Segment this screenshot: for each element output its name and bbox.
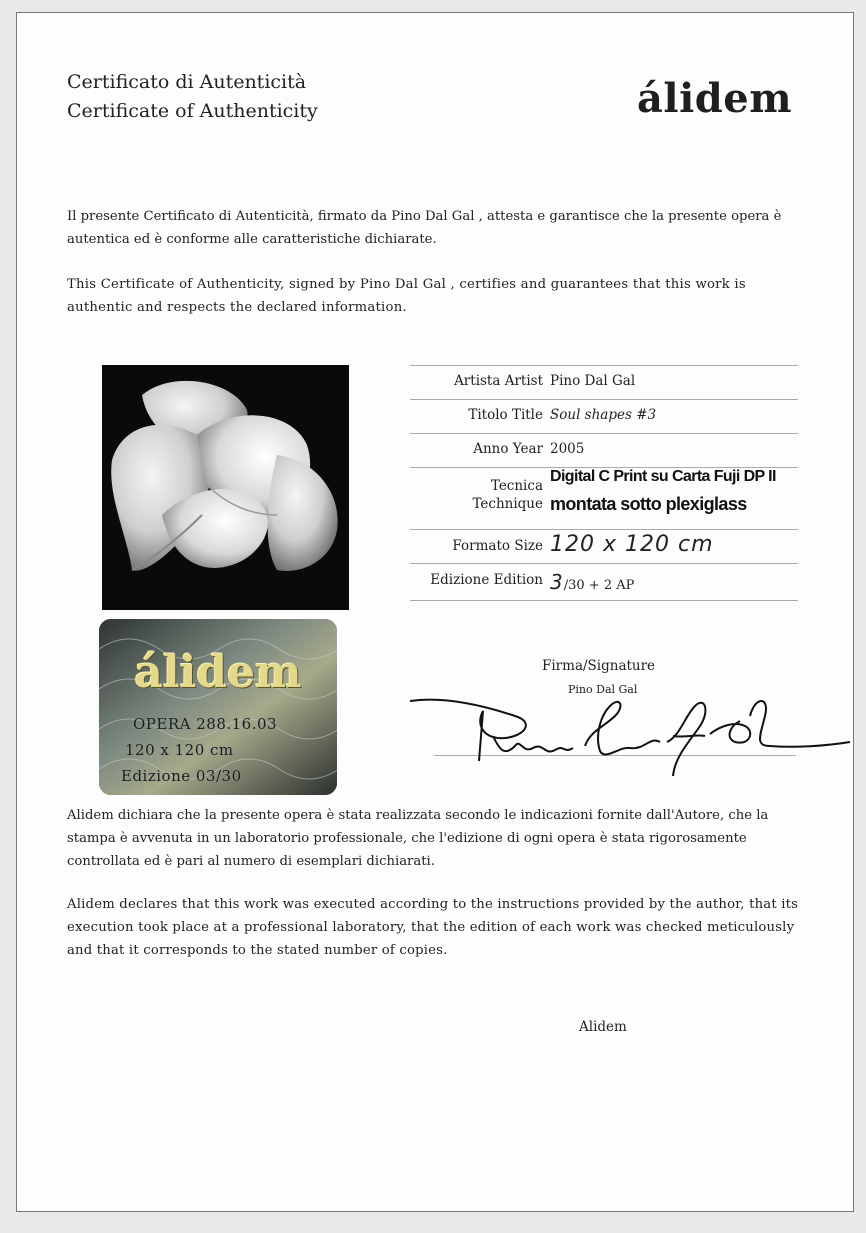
declaration-english: Alidem declares that this work was executed according to the instructions provided by the author, that its execution took place at a professional laboratory, that the edition of each work was checked meticulously and that it corresponds to the stated number of copies.	[67, 897, 799, 958]
size-value: 120 x 120 cm	[550, 532, 714, 557]
year-value: 2005	[550, 441, 585, 457]
artwork-photo	[102, 365, 349, 610]
handwritten-signature	[405, 676, 853, 784]
edition-rest: /30 + 2 AP	[563, 578, 635, 593]
year-label: Anno Year	[473, 441, 543, 457]
row-year	[410, 433, 798, 468]
intro-italian: Il presente Certificato di Autenticità, firmato da Pino Dal Gal , attesta e garantisce che la presente opera è autentica ed è conforme alle caratteristiche dichiarate.	[67, 209, 782, 247]
technique-line1: Digital C Print su Carta Fuji DP II	[550, 468, 776, 485]
intro-english: This Certificate of Authenticity, signed by Pino Dal Gal , certifies and guarantees that this work is authentic and respects the declared information.	[67, 277, 746, 315]
edition-label: Edizione Edition	[430, 572, 543, 588]
size-label: Formato Size	[452, 538, 543, 554]
hologram-opera: OPERA 288.16.03	[133, 715, 278, 733]
closing-signature-alidem: Alidem	[579, 1019, 627, 1035]
hologram-size: 120 x 120 cm	[125, 741, 234, 759]
hologram-logo: álidem	[134, 647, 302, 698]
hologram-seal	[99, 619, 337, 795]
row-artist	[410, 365, 798, 400]
title-value: Soul shapes #3	[550, 407, 657, 423]
row-edition	[410, 563, 798, 601]
edition-value	[550, 570, 634, 594]
calla-flower-image	[102, 365, 349, 610]
row-technique	[410, 467, 798, 530]
declaration-italian: Alidem dichiara che la presente opera è stata realizzata secondo le indicazioni fornite dall'Autore, che la stampa è avvenuta in un laboratorio professionale, che l'edizione di ogni opera è stata rigorosamente controllata ed è pari al numero di esemplari dichiarati.	[67, 808, 769, 869]
edition-number: 3	[550, 570, 564, 594]
title-english: Certificate of Authenticity	[67, 100, 318, 122]
technique-label-it: Tecnica	[490, 478, 543, 494]
certificate-sheet	[16, 12, 854, 1212]
signature-name: Pino Dal Gal	[568, 683, 638, 696]
title-label: Titolo Title	[468, 407, 543, 423]
artist-value: Pino Dal Gal	[550, 373, 636, 389]
artist-label: Artista Artist	[454, 373, 543, 389]
signature-label: Firma/Signature	[542, 658, 656, 674]
technique-label-en: Technique	[472, 496, 543, 512]
technique-line2: montata sotto plexiglass	[550, 494, 747, 514]
row-title	[410, 399, 798, 434]
title-italian: Certificato di Autenticità	[67, 71, 307, 93]
certificate-title	[67, 68, 318, 126]
hologram-edition: Edizione 03/30	[121, 767, 242, 785]
row-size	[410, 529, 798, 564]
alidem-logo: álidem	[637, 75, 793, 122]
